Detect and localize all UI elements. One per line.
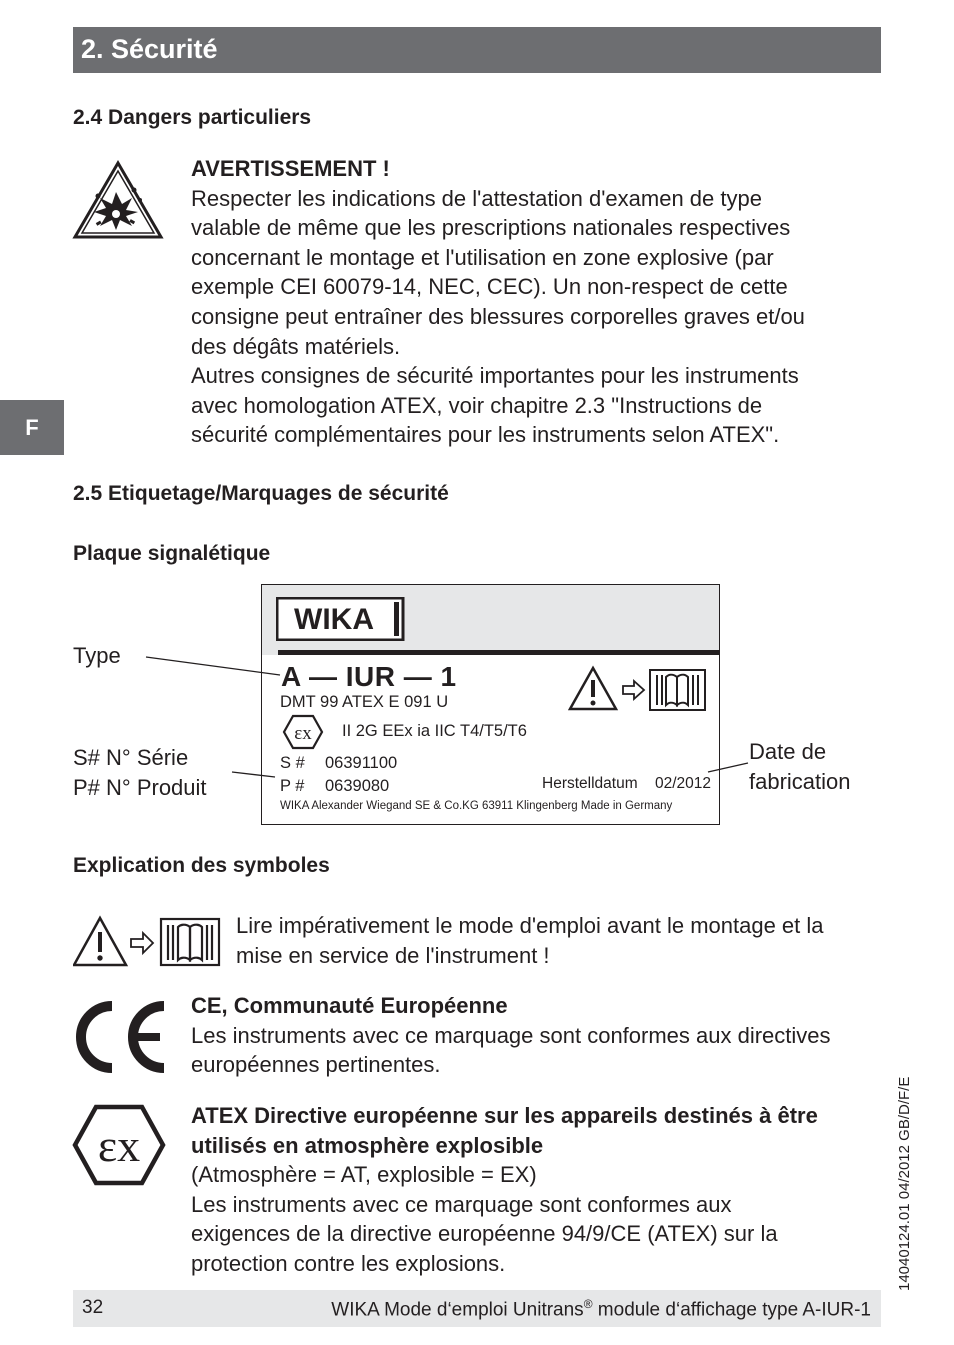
type-leader-line <box>146 657 280 675</box>
svg-text:εx: εx <box>294 723 312 744</box>
read-manual-icon <box>568 665 708 713</box>
manual-symbol-text <box>236 911 876 970</box>
wika-logo-text: WIKA <box>294 603 374 636</box>
nameplate-manufacturer: WIKA Alexander Wiegand SE & Co.KG 63911 Klingenberg Made in Germany <box>280 800 673 812</box>
nameplate-product-value: 0639080 <box>325 777 390 795</box>
nameplate-date-label: Herstelldatum <box>542 775 638 792</box>
nameplate-product-label: P # <box>280 777 305 795</box>
page-number: 32 <box>82 1297 104 1318</box>
nameplate <box>261 584 720 825</box>
wika-logo-frame <box>276 597 406 641</box>
warning-line: consigne peut entraîner des blessures corporelles graves et/ou <box>191 303 805 329</box>
labeling-heading: 2.5 Etiquetage/Marquages de sécurité <box>73 482 449 505</box>
callout-date-line2: fabrication <box>749 769 851 794</box>
atex-line: Les instruments avec ce marquage sont conformes aux <box>191 1191 732 1217</box>
atex-symbol-text <box>191 1101 891 1279</box>
explosion-warning-icon <box>72 160 164 240</box>
callout-date-line1: Date de <box>749 739 827 764</box>
warning-block <box>191 154 871 450</box>
manual-symbol-line: Lire impérativement le mode d'emploi avant le montage et la <box>236 913 824 938</box>
nameplate-approval: DMT 99 ATEX E 091 U <box>280 693 449 711</box>
nameplate-ex-marking: II 2G EEx ia IIC T4/T5/T6 <box>342 722 527 740</box>
nameplate-type: A — IUR — 1 <box>281 661 457 692</box>
language-tab: F <box>0 400 64 455</box>
atex-line: protection contre les explosions. <box>191 1250 506 1276</box>
nameplate-serial-value: 06391100 <box>325 754 398 772</box>
dangers-heading: 2.4 Dangers particuliers <box>73 106 312 129</box>
warning-line: exemple CEI 60079-14, NEC, CEC). Un non-respect de cette <box>191 274 788 300</box>
ce-mark-icon <box>72 1000 168 1074</box>
read-manual-symbol-icon <box>73 915 223 969</box>
ce-title: CE, Communauté Européenne <box>191 993 508 1018</box>
wika-logo <box>276 597 402 637</box>
footer-title <box>331 1297 871 1321</box>
nameplate-heading: Plaque signalétique <box>73 542 271 565</box>
ex-hexagon-small-icon <box>282 714 324 750</box>
ce-line: européennes pertinentes. <box>191 1052 441 1078</box>
nameplate-serial-label: S # <box>280 754 305 772</box>
warning-line: Autres consignes de sécurité importantes pour les instruments <box>191 363 799 389</box>
atex-line: exigences de la directive européenne 94/9/CE (ATEX) sur la <box>191 1221 778 1247</box>
atex-line: (Atmosphère = AT, explosible = EX) <box>191 1162 537 1188</box>
registered-mark: ® <box>583 1297 593 1311</box>
atex-title-line: ATEX Directive européenne sur les appareils destinés à être <box>191 1103 818 1128</box>
atex-ex-icon <box>72 1104 166 1186</box>
ce-line: Les instruments avec ce marquage sont conformes aux directives <box>191 1022 831 1048</box>
manual-symbol-line: mise en service de l'instrument ! <box>236 942 550 968</box>
warning-line: des dégâts matériels. <box>191 333 401 359</box>
ce-symbol-text <box>191 991 891 1080</box>
symbols-heading: Explication des symboles <box>73 854 330 877</box>
svg-text:εx: εx <box>97 1120 141 1171</box>
document-code: 14040124.01 04/2012 GB/D/F/E <box>896 1076 913 1291</box>
footer-title-main: WIKA Mode d‘emploi Unitrans <box>331 1299 584 1321</box>
atex-title-line: utilisés en atmosphère explosible <box>191 1132 544 1158</box>
nameplate-date-value: 02/2012 <box>655 775 712 792</box>
callout-serial: S# N° Série <box>73 745 189 770</box>
callout-type: Type <box>73 643 121 668</box>
nameplate-divider <box>278 650 719 655</box>
section-title: 2. Sécurité <box>81 34 218 64</box>
callout-product: P# N° Produit <box>73 775 207 800</box>
warning-line: concernant le montage et l'utilisation en zone explosive (par <box>191 244 774 270</box>
warning-line: avec homologation ATEX, voir chapitre 2.3 "Instructions de <box>191 392 763 418</box>
warning-line: valable de même que les prescriptions nationales respectives <box>191 215 791 241</box>
warning-line: sécurité complémentaires pour les instruments selon ATEX". <box>191 422 780 448</box>
section-header-bar <box>73 27 881 73</box>
footer-bar <box>73 1290 881 1327</box>
warning-title: AVERTISSEMENT ! <box>191 156 390 181</box>
warning-line: Respecter les indications de l'attestation d'examen de type <box>191 185 762 211</box>
footer-title-rest: module d‘affichage type A-IUR-1 <box>592 1299 871 1321</box>
